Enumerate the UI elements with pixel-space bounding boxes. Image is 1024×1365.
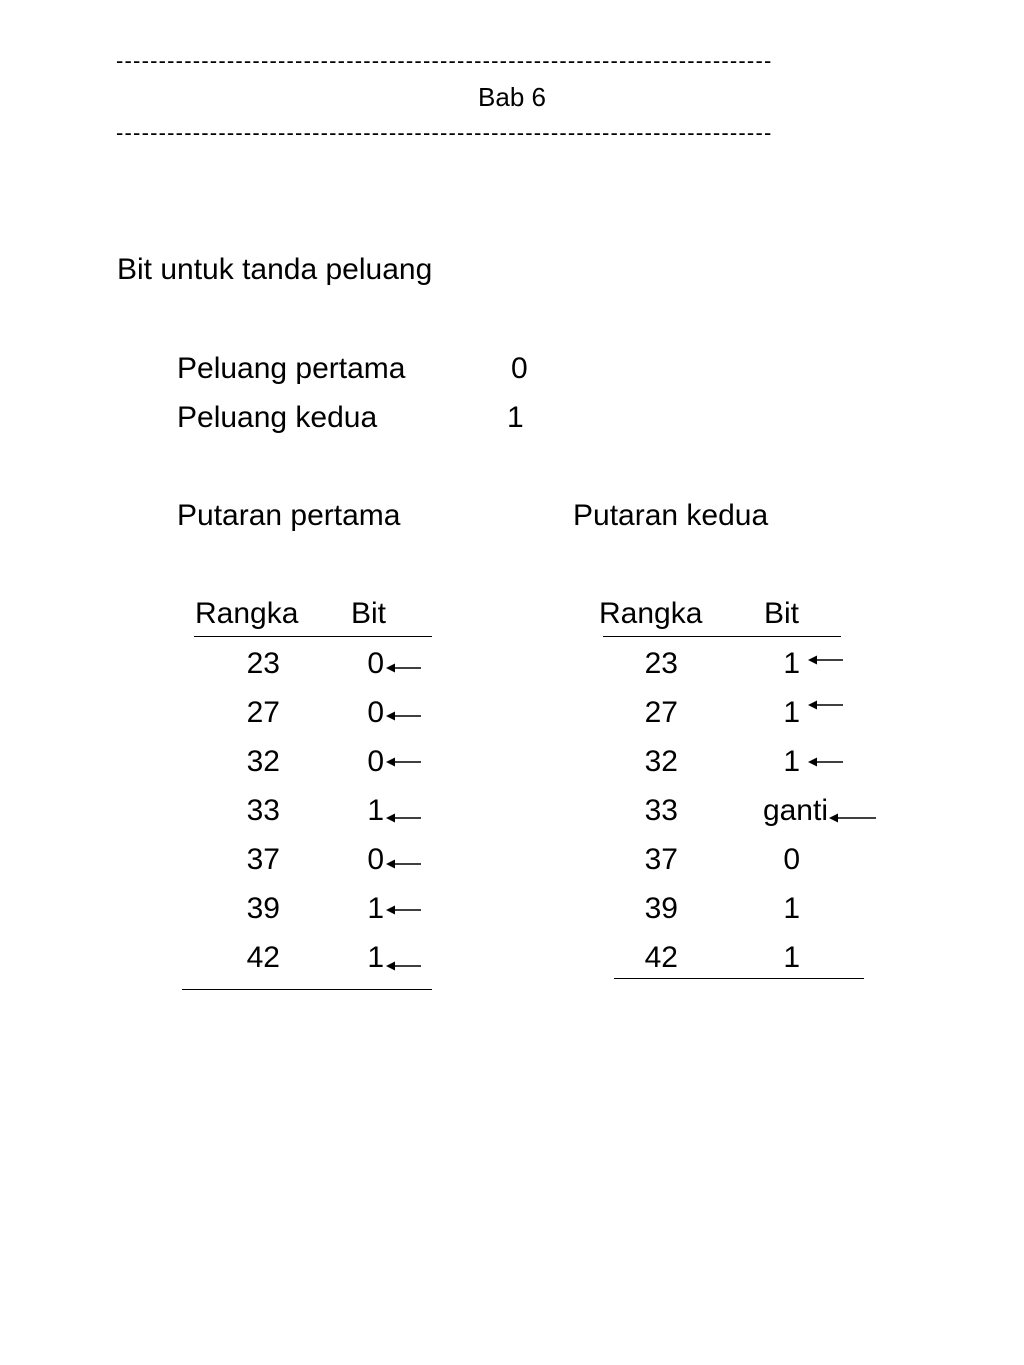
- first-row-frame: 37: [246, 843, 280, 876]
- first-row-bit: 0: [367, 843, 384, 876]
- second-row-bit: ganti: [762, 794, 828, 827]
- left-arrow-icon: [386, 810, 422, 826]
- chance-value-second: 1: [507, 401, 524, 434]
- left-arrow-icon: [808, 697, 844, 713]
- chance-value-first: 0: [511, 352, 528, 385]
- second-row-frame: 23: [644, 647, 678, 680]
- left-arrow-icon: [808, 652, 844, 668]
- first-row-bit: 1: [367, 794, 384, 827]
- second-row-bit: 1: [783, 647, 800, 680]
- first-table-bottom-rule: [182, 989, 432, 990]
- second-table-header-rangka: Rangka: [599, 597, 703, 630]
- header-divider-bottom: -----------------------------------------------------------------------------: [116, 120, 773, 145]
- second-row-frame: 27: [644, 696, 678, 729]
- left-arrow-icon: [386, 660, 422, 676]
- section-title: Bit untuk tanda peluang: [117, 253, 433, 286]
- chapter-title: Bab 6: [478, 82, 546, 112]
- left-arrow-icon: [386, 958, 422, 974]
- left-arrow-icon: [829, 810, 877, 826]
- first-table-header-rule: [194, 636, 432, 637]
- second-table-header-bit: Bit: [764, 597, 800, 630]
- second-row-bit: 1: [783, 892, 800, 925]
- first-row-frame: 33: [246, 794, 280, 827]
- first-row-bit: 1: [367, 941, 384, 974]
- first-row-frame: 42: [246, 941, 280, 974]
- second-row-frame: 39: [644, 892, 678, 925]
- second-table-bottom-rule: [614, 978, 864, 979]
- second-row-frame: 33: [644, 794, 678, 827]
- first-row-frame: 32: [246, 745, 280, 778]
- round-title-second: Putaran kedua: [573, 499, 769, 532]
- left-arrow-icon: [386, 708, 422, 724]
- first-table-header-rangka: Rangka: [195, 597, 299, 630]
- round-title-first: Putaran pertama: [177, 499, 401, 532]
- chance-label-first: Peluang pertama: [177, 352, 406, 385]
- first-row-frame: 23: [246, 647, 280, 680]
- second-row-bit: 1: [783, 696, 800, 729]
- header-divider-top: -----------------------------------------------------------------------------: [116, 48, 773, 73]
- second-table-header-rule: [603, 636, 841, 637]
- chance-label-second: Peluang kedua: [177, 401, 378, 434]
- first-table-header-bit: Bit: [351, 597, 387, 630]
- first-row-bit: 0: [367, 647, 384, 680]
- left-arrow-icon: [386, 754, 422, 770]
- second-row-frame: 42: [644, 941, 678, 974]
- left-arrow-icon: [386, 856, 422, 872]
- second-row-bit: 1: [783, 941, 800, 974]
- left-arrow-icon: [386, 902, 422, 918]
- second-row-bit: 0: [783, 843, 800, 876]
- left-arrow-icon: [808, 754, 844, 770]
- first-row-bit: 1: [367, 892, 384, 925]
- second-row-frame: 32: [644, 745, 678, 778]
- second-row-frame: 37: [644, 843, 678, 876]
- first-row-bit: 0: [367, 696, 384, 729]
- first-row-bit: 0: [367, 745, 384, 778]
- first-row-frame: 27: [246, 696, 280, 729]
- first-row-frame: 39: [246, 892, 280, 925]
- second-row-bit: 1: [783, 745, 800, 778]
